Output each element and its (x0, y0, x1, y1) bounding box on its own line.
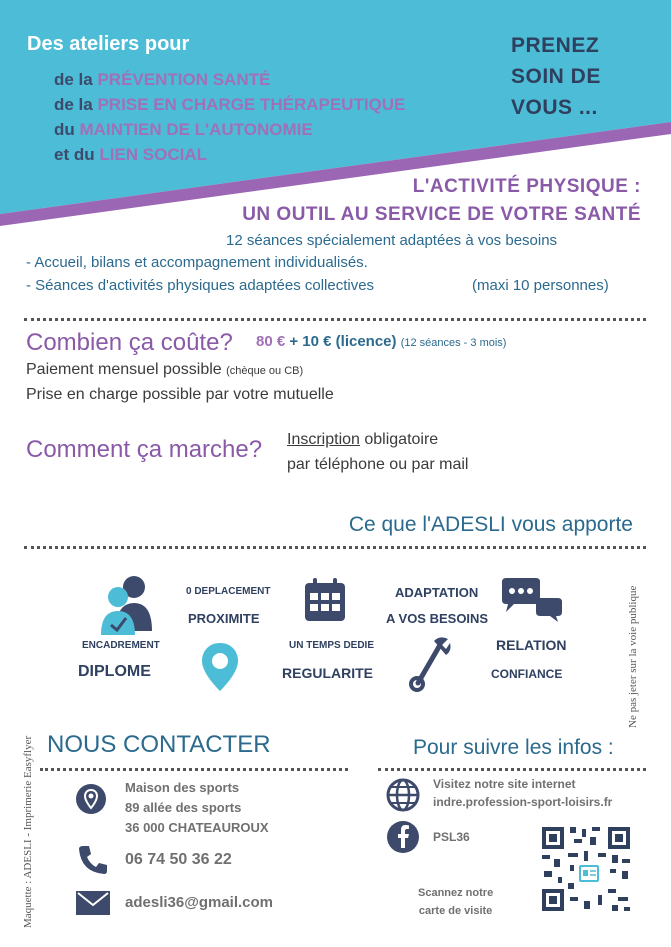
activity-title-2: UN OUTIL AU SERVICE DE VOTRE SANTÉ (242, 204, 641, 225)
calendar-icon (303, 577, 347, 623)
deplacement-label: 0 DEPLACEMENT (186, 586, 271, 597)
proximite-label: PROXIMITE (188, 611, 260, 626)
adaptation-label: ADAPTATION (395, 585, 479, 600)
bullet-2: - Séances d'activités physiques adaptées collectives (26, 277, 375, 294)
divider-3 (40, 768, 348, 771)
besoins-label: A VOS BESOINS (386, 611, 489, 626)
follow-heading: Pour suivre les infos : (413, 736, 614, 759)
address-block: Maison des sports 89 allée des sports 36 000 CHATEAUROUX (125, 780, 269, 835)
divider-2 (24, 546, 646, 549)
divider-4 (378, 768, 646, 771)
website-block: Visitez notre site internet indre.profession-sport-loisirs.fr (433, 777, 613, 809)
header-line-4: et du LIEN SOCIAL (54, 145, 208, 164)
divider-1 (24, 318, 646, 321)
chat-bubbles-icon (500, 578, 564, 622)
email-address[interactable]: adesli36@gmail.com (125, 894, 274, 911)
header-line-2: de la PRISE EN CHARGE THÉRAPEUTIQUE (54, 95, 406, 114)
scan-text: Scannez notre carte de visite (418, 887, 494, 917)
people-icon (98, 573, 156, 635)
slogan: PRENEZ SOIN DE VOUS ... (511, 34, 601, 119)
contact-heading: NOUS CONTACTER (47, 731, 271, 758)
relation-label: RELATION (496, 637, 567, 653)
mutual-text: Prise en charge possible par votre mutuelle (26, 386, 334, 403)
diplome-label: DIPLOME (78, 663, 151, 680)
header-line-3: du MAINTIEN DE L'AUTONOMIE (54, 120, 313, 139)
bullet-1: - Accueil, bilans et accompagnement individualisés. (26, 254, 368, 271)
price-line: 80 € + 10 € (licence) (12 séances - 3 mois) (256, 333, 507, 350)
sessions-text: 12 séances spécialement adaptées à vos besoins (226, 232, 558, 249)
encadrement-label: ENCADREMENT (82, 640, 160, 651)
globe-icon (386, 778, 420, 812)
website-link[interactable]: indre.profession-sport-loisirs.fr (433, 795, 613, 809)
map-marker-icon (76, 784, 106, 814)
location-pin-icon (200, 641, 240, 693)
how-heading: Comment ça marche? (26, 436, 263, 463)
monthly-payment: Paiement mensuel possible (chèque ou CB) (26, 361, 304, 378)
bullet-2-note: (maxi 10 personnes) (472, 277, 609, 294)
benefits-heading: Ce que l'ADESLI vous apporte (348, 513, 633, 536)
header-line-1: de la PRÉVENTION SANTÉ (54, 70, 271, 89)
wrench-icon (406, 635, 452, 693)
facebook-icon[interactable] (386, 820, 420, 854)
phone-number[interactable]: 06 74 50 36 22 (125, 851, 232, 868)
activity-title-1: L'ACTIVITÉ PHYSIQUE : (412, 176, 641, 197)
temps-label: UN TEMPS DEDIE (289, 640, 375, 651)
facebook-handle[interactable]: PSL36 (433, 830, 470, 844)
qr-code-icon (540, 825, 632, 913)
phone-icon (77, 844, 109, 876)
email-icon (75, 889, 111, 917)
inscription-line: Inscription obligatoire (287, 431, 439, 448)
regularite-label: REGULARITE (282, 665, 373, 681)
side-note: Ne pas jeter sur la voie publique (627, 585, 639, 728)
cost-heading: Combien ça coûte? (26, 329, 233, 356)
confiance-label: CONFIANCE (491, 667, 563, 681)
credit-text: Maquette : ADESLI - Imprimerie Easyflyer (22, 735, 34, 928)
intro-text: Des ateliers pour (27, 33, 190, 55)
channel-text: par téléphone ou par mail (287, 456, 469, 473)
